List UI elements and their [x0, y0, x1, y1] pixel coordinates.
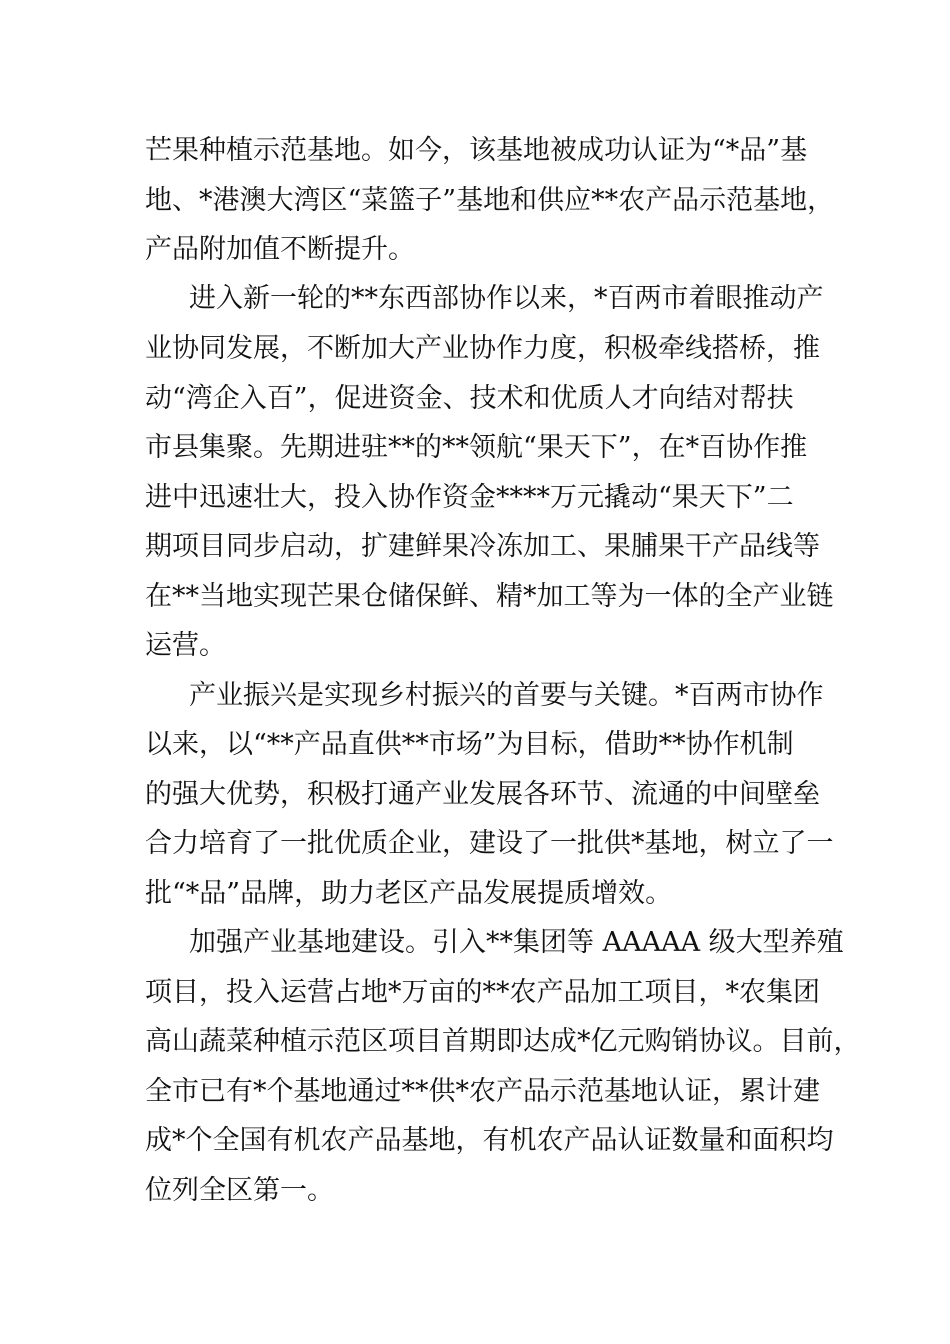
- text-line: 批“*品”品牌，助力老区产品发展提质增效。: [145, 878, 673, 909]
- text-line: 市县集聚。先期进驻**的**领航“果天下”，在*百协作推: [145, 432, 808, 463]
- text-line: 合力培育了一批优质企业，建设了一批供*基地，树立了一: [145, 828, 834, 859]
- text-line: 业协同发展，不断加大产业协作力度，积极牵线搭桥，推: [145, 333, 820, 364]
- paragraph-first-line: 进入新一轮的**东西部协作以来，*百两市着眼推动产: [189, 283, 824, 314]
- text-line: 项目，投入运营占地*万亩的**农产品加工项目，*农集团: [145, 977, 820, 1008]
- text-line: 全市已有*个基地通过**供*农产品示范基地认证，累计建: [145, 1076, 820, 1107]
- text-line: 运营。: [145, 630, 226, 661]
- text-line: 芒果种植示范基地。如今，该基地被成功认证为“*品”基: [145, 135, 808, 166]
- text-line: 地、*港澳大湾区“菜篮子”基地和供应**农产品示范基地，: [145, 185, 835, 216]
- text-line: 以来，以“**产品直供**市场”为目标，借助**协作机制: [145, 729, 794, 760]
- text-line: 在**当地实现芒果仓储保鲜、精*加工等为一体的全产业链: [145, 581, 834, 612]
- text-line: 进中迅速壮大，投入协作资金****万元撬动“果天下”二: [145, 482, 794, 513]
- paragraph-first-line: 产业振兴是实现乡村振兴的首要与关键。*百两市协作: [189, 680, 824, 711]
- text-line: 动“湾企入百”，促进资金、技术和优质人才向结对帮扶: [145, 383, 794, 414]
- text-line: 成*个全国有机农产品基地，有机农产品认证数量和面积均: [145, 1125, 834, 1156]
- text-line: 的强大优势，积极打通产业发展各环节、流通的中间壁垒: [145, 779, 820, 810]
- text-line: 期项目同步启动，扩建鲜果冷冻加工、果脯果干产品线等: [145, 531, 820, 562]
- text-line: 产品附加值不断提升。: [145, 234, 415, 265]
- paragraph-first-line: 加强产业基地建设。引入**集团等 AAAAA 级大型养殖: [189, 927, 844, 958]
- text-line: 高山蔬菜种植示范区项目首期即达成*亿元购销协议。目前，: [145, 1026, 861, 1057]
- text-line: 位列全区第一。: [145, 1175, 334, 1206]
